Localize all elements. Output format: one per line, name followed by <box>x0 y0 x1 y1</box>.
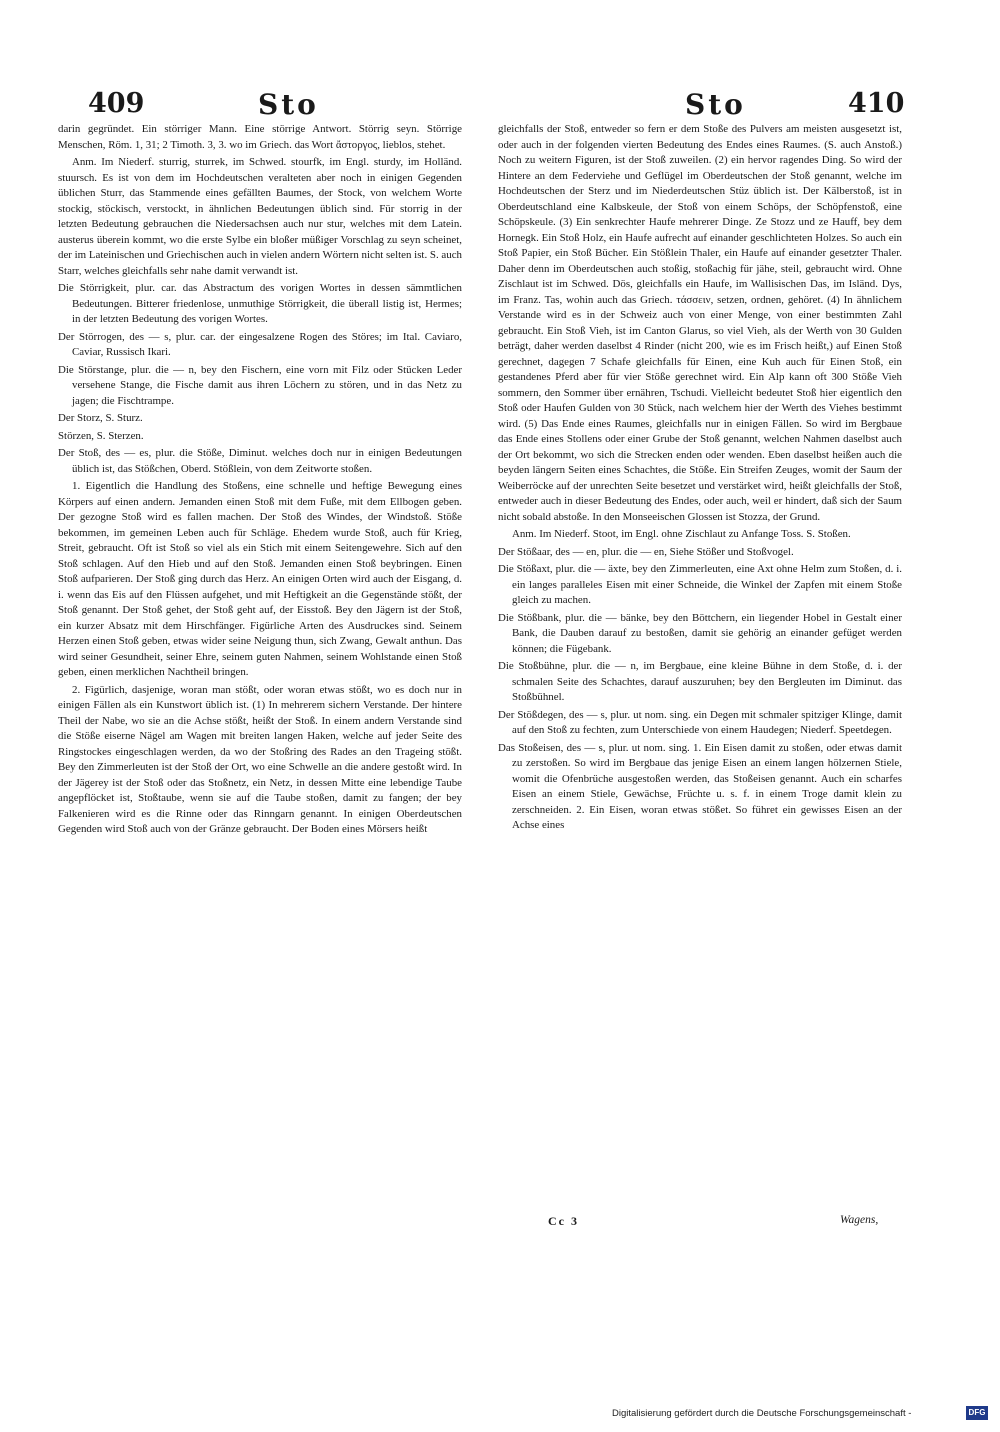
right-column-paragraph: Der Stößaar, des — en, plur. die — en, Siehe Stößer und Stoßvogel. <box>498 545 794 558</box>
left-column-paragraph: Störzen, S. Sterzen. <box>58 429 144 442</box>
text-column-left <box>58 122 462 840</box>
text-column-right <box>498 122 902 836</box>
right-column-paragraph: Die Stößaxt, plur. die — äxte, bey den Zimmerleuten, eine Axt ohne Helm zum Stoßen, d. i. ein langes paralleles Eisen mit einer Schneide, die Winkel der Zapfen mit einem Stoße gleich zu machen. <box>498 563 902 606</box>
left-column-paragraph: Die Störrigkeit, plur. car. das Abstractum des vorigen Wortes in dessen sämmtlichen Bedeutungen. Bitterer friedenlose, unmuthige Störrigkeit, die überall listig ist, Hermes; in der letzten Bedeutung des vorigen Wortes. <box>58 282 462 325</box>
right-column-paragraph: Das Stoßeisen, des — s, plur. ut nom. sing. 1. Ein Eisen damit zu stoßen, oder etwas damit zu zerstoßen. So wird im Bergbaue das jenige Eisen an einem langen hölzernen Stiele, womit die Ofenbrüche ausgestoßen werden, das Stoßeisen genannt. Auch ein scharfes Eisen an einem Stiele, Gewächse, Früchte u. s. f. in einem Troge damit klein zu zerschneiden. 2. Ein Eisen, woran etwas stößet. So führet ein gewisses Eisen an der Achse eines <box>498 741 902 831</box>
left-column-paragraph: Der Storz, S. Sturz. <box>58 412 143 424</box>
right-column-paragraph: Anm. Im Niederf. Stoot, im Engl. ohne Zischlaut zu Anfange Toss. S. Stoßen. <box>512 528 851 540</box>
right-column-paragraph: Die Stoßbühne, plur. die — n, im Bergbaue, eine kleine Bühne in dem Stoße, d. i. der schmalen Seite des Schachtes, darauf auszuruhen; bey den Bergleuten im Diminut. das Stoßbühnel. <box>498 660 902 703</box>
left-column-paragraph: Der Stoß, des — es, plur. die Stöße, Diminut. welches doch nur in einigen Bedeutungen üblich ist, das Stößchen, Oberd. Stößlein, von dem Zeitworte stoßen. <box>58 447 462 475</box>
running-head-right: Sto <box>685 88 746 121</box>
catchword: Wagens, <box>840 1214 879 1226</box>
right-column-paragraph: gleichfalls der Stoß, entweder so fern er dem Stoße des Pulvers am meisten ausgesetzt ist, oder auch in der folgenden vierten Bedeutung des Endes eines Raumes. (S. auch Anstoß.) Noch zu weitern Figuren, ist der Stoß zuweilen. (2) ein hervor ragendes Ding. So wird der Hintere an dem Federviehe und Geflügel im Oberdeutschen der Stoß genannt, welche im Hochdeutschen der Sterz und im Niederdeutschen Stüz üblich ist. Der Kälberstoß, ist in Oberdeutschland eine Kalbskeule, der Stoß von einem Schöps, der Schöpfenstoß, eine Schöpskeule. (3) Ein senkrechter Haufe mehrerer Dinge. Ze Stozz und ze Hauff, bey dem Hornegk. Ein Stoß Holz, ein Haufe aufrecht auf einander geschlichteten Holzes. So auch ein Stoß Papier, ein Stoß Bücher. Ein Stößlein Thaler, ein Haufe auf einander gesetzter Thaler. Daher denn im Oberdeutschen auch stoßig, stoßachig für jähe, steil, gebraucht wird. Ohne Zischlaut ist im Schwed. Dös, gleichfalls ein Haufe, im Wallisischen Das, im Isländ. Dys, im Franz. Tas, wohin auch das Griech. τάσσειν, setzen, ordnen, gehöret. (4) In ähnlichem Verstande wird es in der Schweiz auch von einer Menge, von einer bestimmten Zahl gebraucht. Ein Stoß Vieh, ist im Canton Glarus, so viel Vieh, als der Werth von 30 Gulden beträgt, daher werden daselbst 4 Rinder (nicht 200, wie es im Frisch heißt,) auf Einen Stoß gerechnet, dagegen 7 Schafe gleichfalls für Einen, eine Kuh auch für Einen Stoß, ein gestandenes Pferd aber für vier Stöße gerechnet wird. Ein Alp kann oft 300 Stöße Vieh sommern, den Sommer über ernähren, Tschudi. Vielleicht bedeutet Stoß hier eigentlich den Stoß oder Haufen Gulden von 30 Stück, nach welchem hier der Werth des Viehes bestimmt wird. (5) Das Ende eines Raumes, gleichfalls nur in einigen Fällen. So wird im Bergbaue das Ende eines Stollens oder einer Grube der Stoß genannt, welchen Nahmen daselbst auch der Ort bekommt, wo sich die Strecken enden oder wenden. Eben daselbst heißen auch die beyden längern Seiten eines Schachtes, die Stöße. Ein Streifen Zeuges, womit der Saum der Weiberröcke auf der unrechten Seite besetzet und verstärket wird, heißt gleichfalls der Stoß, entweder auch in dieser Bedeutung des Endes, oder auch, weil er hindert, daß sich der Saum nicht sobald abstoße. In den Monseeischen Glossen ist Stozza, der Grund. <box>498 123 902 523</box>
right-column-paragraph: Der Stößdegen, des — s, plur. ut nom. sing. ein Degen mit schmaler spitziger Klinge, damit auf den Stoß zu fechten, zum Unterschiede von einem Haudegen; Niederf. Speetdegen. <box>498 708 902 736</box>
left-column-paragraph: Anm. Im Niederf. sturrig, sturrek, im Schwed. stourfk, im Engl. sturdy, im Holländ. stuursch. Es ist von dem im Hochdeutschen veralteten aber noch in einigen Gegenden üblichen Sturr, das Stammende eines gefällten Baumes, der Stock, von welchem Worte stockig, stöckisch, verstockt, in ähnlichen Bedeutungen üblich sind. Für storrig in der letzten Bedeutung gebrauchen die Niedersachsen auch nur stur, welches mit dem Latein. austerus überein kommt, wo die erste Sylbe ein bloßer müßiger Vorschlag zu seyn scheinet, der im Lateinischen und Griechischen auch in vielen andern Wörtern nicht selten ist. S. auch Starr, welches gleichfalls sehr nahe damit verwandt ist. <box>58 156 462 277</box>
left-column-paragraph: Der Störrogen, des — s, plur. car. der eingesalzene Rogen des Störes; im Ital. Caviaro, Caviar, Russisch Ikari. <box>58 330 462 358</box>
dfg-logo: DFG <box>966 1406 988 1420</box>
digitization-credit: Digitalisierung gefördert durch die Deutsche Forschungsgemeinschaft - <box>612 1408 912 1419</box>
running-head-left: Sto <box>258 88 319 121</box>
left-column-paragraph: Die Störstange, plur. die — n, bey den Fischern, eine vorn mit Filz oder Stücken Leder versehene Stange, die Fische damit aus ihren Löchern zu stören, und in das Netz zu jagen; die Fischtrampe. <box>58 363 462 407</box>
signature-mark: Cc 3 <box>548 1214 579 1228</box>
left-column-paragraph: 2. Figürlich, dasjenige, woran man stößt, oder woran etwas stößt, wo es doch nur in einigen Fällen als ein Kunstwort üblich ist. (1) In mehrerem sichern Verstande. Der hintere Theil der Nabe, wo sie an die Achse stößt, heißt der Stoß. In einem andern Verstande sind die Stöße eiserne Nägel am Wagen mit breiten langen Haken, welche auf jeder Seite des Ringstockes eingeschlagen werden, da wo der Stoßring des Rades an den Trageing stößt. Bey den Zimmerleuten ist der Stoß der Ort, wo eine Schwelle an die andere gestoßt wird. In der Jägerey ist der Stoß oder das Stoßnetz, ein Netz, in dessen Mitte eine lebendige Taube angepflöcket ist, Stoßtaube, wenn sie auf die Taube stoßen, damit zu fangen; der bey Falkenieren wird es die Rinne oder das Rinngarn genannt. In einigen Oberdeutschen Gegenden wird Stoß auch von der Gränze gebraucht. Der Boden eines Mörsers heißt <box>58 683 462 835</box>
right-column-paragraph: Die Stößbank, plur. die — bänke, bey den Böttchern, ein liegender Hobel in Gestalt einer Bank, die Dauben darauf zu bestoßen, damit sie gehörig an einander gefüget werden können; die Fügebank. <box>498 611 902 655</box>
left-column-paragraph: 1. Eigentlich die Handlung des Stoßens, eine schnelle und heftige Bewegung eines Körpers auf einen andern. Jemanden einen Stoß mit dem Fuße, mit dem Ellbogen geben. Der gezogne Stoß wird es fallen machen. Der Stoß des Windes, der Windstoß. Stöße bekommen, im gemeinen Leben auch für Schläge. Ehedem wurde Stoß, auch für Krieg, Streit, gebraucht. Oft ist Stoß so viel als ein Stich mit einem Seitengewehre. Sich auf den Stoß schlagen. Auf den Hieb und auf den Stoß. Jemanden einen Stoß beybringen. Einen Stoß aufparieren. Der Stoß ging durch das Herz. An einigen Orten wird auch der Eisgang, d. i. wenn das Eis auf den Flüssen aufgehet, und mit Heftigkeit an die Gegenstände stößt, der Stoß genannt. Der Stoß gehet, der Stoß geht auf, der Eisstoß. Bey den Jägern ist der Stoß, ein kurzer Absatz mit dem Hirschfänger. Figürliche Arten des Ausdruckes sind. Seinem Herzen einen Stoß geben, etwas wider seine Neigung thun, sich Zwang, Gewalt anthun. Das wird seiner Gesundheit, seiner Ehre, seinem guten Nahmen, seinem Wohlstande einen Stoß geben, einen merklichen Nachtheil bringen. <box>58 480 462 678</box>
left-column-paragraph: darin gegründet. Ein störriger Mann. Eine störrige Antwort. Störrig seyn. Störrige Menschen, Röm. 1, 31; 2 Timoth. 3, 3. wo im Griech. das Wort ἄστοργος, lieblos, stehet. <box>58 123 462 151</box>
page-number-left: 409 <box>88 88 145 119</box>
page-number-right: 410 <box>848 88 905 119</box>
